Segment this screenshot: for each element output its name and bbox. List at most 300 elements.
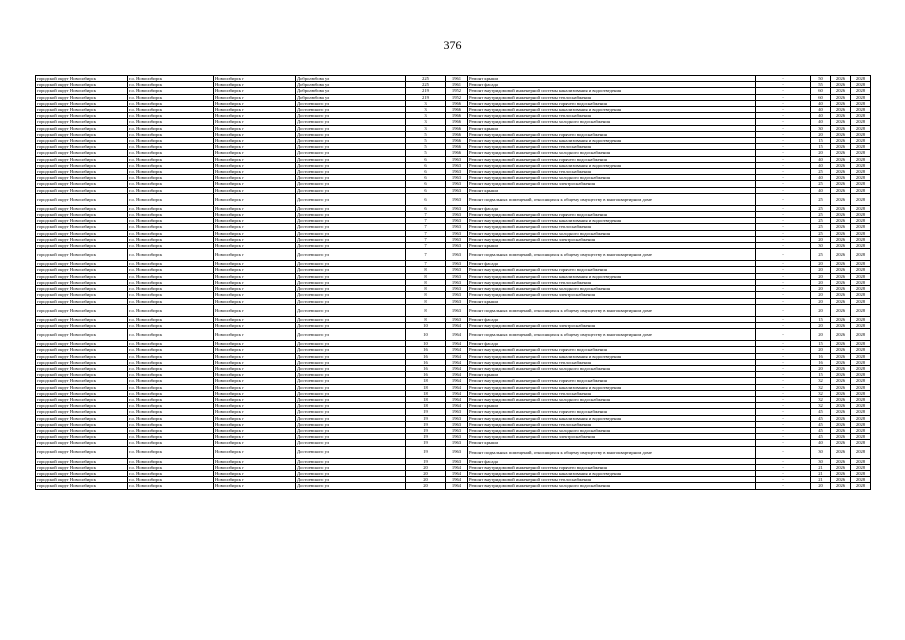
volume-cell: 21 (811, 477, 831, 483)
start-year-cell: 2026 (831, 298, 851, 304)
build-year-cell: 1963 (446, 261, 468, 267)
dash-cell: - (756, 279, 811, 285)
street-cell: Достоевского ул (296, 347, 406, 353)
city-cell: Новосибирск г (214, 181, 296, 187)
dash-cell: - (756, 113, 811, 119)
end-year-cell: 2028 (851, 421, 871, 427)
house-number-cell: 8 (406, 292, 446, 298)
house-number-cell: 16 (406, 347, 446, 353)
volume-cell: 32 (811, 390, 831, 396)
end-year-cell: 2028 (851, 427, 871, 433)
build-year-cell: 1963 (446, 304, 468, 316)
end-year-cell: 2028 (851, 193, 871, 205)
city-cell: Новосибирск г (214, 396, 296, 402)
dash-cell: - (756, 446, 811, 458)
district-cell: городской округ Новосибирск (36, 187, 128, 193)
volume-cell: 40 (811, 119, 831, 125)
build-year-cell: 1963 (446, 236, 468, 242)
build-year-cell: 1964 (446, 483, 468, 489)
district-cell: городской округ Новосибирск (36, 88, 128, 94)
street-cell: Достоевского ул (296, 218, 406, 224)
work-type-cell: Ремонт внутридомовой инженерной системы холодного водоснабжения (468, 396, 756, 402)
start-year-cell: 2026 (831, 261, 851, 267)
build-year-cell: 1964 (446, 477, 468, 483)
volume-cell: 40 (811, 156, 831, 162)
build-year-cell: 1963 (446, 267, 468, 273)
start-year-cell: 2026 (831, 286, 851, 292)
house-number-cell: 7 (406, 212, 446, 218)
work-type-cell: Ремонт внутридомовой инженерной системы канализования и водоотведения (468, 138, 756, 144)
street-cell: Достоевского ул (296, 427, 406, 433)
build-year-cell: 1963 (446, 249, 468, 261)
end-year-cell: 2028 (851, 267, 871, 273)
dash-cell: - (756, 458, 811, 464)
end-year-cell: 2028 (851, 316, 871, 322)
dash-cell: - (756, 316, 811, 322)
start-year-cell: 2026 (831, 434, 851, 440)
district-cell: городской округ Новосибирск (36, 76, 128, 82)
municipality-cell: г.о. Новосибирск (128, 131, 214, 137)
end-year-cell: 2028 (851, 107, 871, 113)
work-type-cell: Ремонт крыши (468, 403, 756, 409)
volume-cell: 15 (811, 138, 831, 144)
city-cell: Новосибирск г (214, 150, 296, 156)
district-cell: городской округ Новосибирск (36, 125, 128, 131)
dash-cell: - (756, 169, 811, 175)
city-cell: Новосибирск г (214, 193, 296, 205)
volume-cell: 15 (811, 341, 831, 347)
volume-cell: 20 (811, 131, 831, 137)
work-type-cell: Ремонт внутридомовой инженерной системы холодного водоснабжения (468, 150, 756, 156)
work-type-cell: Ремонт фасада (468, 261, 756, 267)
city-cell: Новосибирск г (214, 434, 296, 440)
city-cell: Новосибирск г (214, 236, 296, 242)
dash-cell: - (756, 378, 811, 384)
street-cell: Достоевского ул (296, 236, 406, 242)
end-year-cell: 2028 (851, 286, 871, 292)
work-type-cell: Ремонт внутридомовой инженерной системы электроснабжения (468, 236, 756, 242)
city-cell: Новосибирск г (214, 446, 296, 458)
house-number-cell: 19 (406, 440, 446, 446)
city-cell: Новосибирск г (214, 372, 296, 378)
street-cell: Достоевского ул (296, 175, 406, 181)
district-cell: городской округ Новосибирск (36, 279, 128, 285)
district-cell: городской округ Новосибирск (36, 113, 128, 119)
end-year-cell: 2028 (851, 236, 871, 242)
dash-cell: - (756, 415, 811, 421)
volume-cell: 32 (811, 396, 831, 402)
municipality-cell: г.о. Новосибирск (128, 464, 214, 470)
build-year-cell: 1966 (446, 100, 468, 106)
district-cell: городской округ Новосибирск (36, 169, 128, 175)
municipality-cell: г.о. Новосибирск (128, 113, 214, 119)
district-cell: городской округ Новосибирск (36, 304, 128, 316)
volume-cell: 60 (811, 94, 831, 100)
start-year-cell: 2026 (831, 409, 851, 415)
district-cell: городской округ Новосибирск (36, 421, 128, 427)
district-cell: городской округ Новосибирск (36, 403, 128, 409)
work-type-cell: Ремонт внутридомовой инженерной системы горячего водоснабжения (468, 100, 756, 106)
district-cell: городской округ Новосибирск (36, 144, 128, 150)
volume-cell: 16 (811, 359, 831, 365)
build-year-cell: 1963 (446, 279, 468, 285)
start-year-cell: 2026 (831, 378, 851, 384)
dash-cell: - (756, 261, 811, 267)
municipality-cell: г.о. Новосибирск (128, 470, 214, 476)
build-year-cell: 1963 (446, 446, 468, 458)
street-cell: Достоевского ул (296, 144, 406, 150)
dash-cell: - (756, 440, 811, 446)
municipality-cell: г.о. Новосибирск (128, 353, 214, 359)
volume-cell: 40 (811, 440, 831, 446)
house-number-cell: 6 (406, 193, 446, 205)
work-type-cell: Ремонт внутридомовой инженерной системы канализования и водоотведения (468, 107, 756, 113)
street-cell: Достоевского ул (296, 249, 406, 261)
district-cell: городской округ Новосибирск (36, 181, 128, 187)
volume-cell: 32 (811, 384, 831, 390)
municipality-cell: г.о. Новосибирск (128, 76, 214, 82)
work-type-cell: Ремонт внутридомовой инженерной системы канализования и водоотведения (468, 218, 756, 224)
street-cell: Достоевского ул (296, 107, 406, 113)
work-type-cell: Ремонт внутридомовой инженерной системы холодного водоснабжения (468, 483, 756, 489)
build-year-cell: 1961 (446, 82, 468, 88)
municipality-cell: г.о. Новосибирск (128, 421, 214, 427)
table-row (36, 329, 871, 341)
municipality-cell: г.о. Новосибирск (128, 378, 214, 384)
build-year-cell: 1964 (446, 384, 468, 390)
municipality-cell: г.о. Новосибирск (128, 267, 214, 273)
city-cell: Новосибирск г (214, 82, 296, 88)
work-type-cell: Ремонт внутридомовой инженерной системы горячего водоснабжения (468, 409, 756, 415)
dash-cell: - (756, 477, 811, 483)
build-year-cell: 1964 (446, 341, 468, 347)
city-cell: Новосибирск г (214, 347, 296, 353)
city-cell: Новосибирск г (214, 76, 296, 82)
city-cell: Новосибирск г (214, 107, 296, 113)
street-cell: Достоевского ул (296, 138, 406, 144)
page-number: 376 (443, 38, 462, 52)
start-year-cell: 2026 (831, 119, 851, 125)
dash-cell: - (756, 243, 811, 249)
city-cell: Новосибирск г (214, 212, 296, 218)
end-year-cell: 2028 (851, 322, 871, 328)
build-year-cell: 1961 (446, 76, 468, 82)
city-cell: Новосибирск г (214, 218, 296, 224)
house-number-cell: 8 (406, 298, 446, 304)
build-year-cell: 1963 (446, 224, 468, 230)
district-cell: городской округ Новосибирск (36, 341, 128, 347)
municipality-cell: г.о. Новосибирск (128, 88, 214, 94)
municipality-cell: г.о. Новосибирск (128, 138, 214, 144)
volume-cell: 30 (811, 458, 831, 464)
city-cell: Новосибирск г (214, 403, 296, 409)
district-cell: городской округ Новосибирск (36, 218, 128, 224)
house-number-cell: 20 (406, 477, 446, 483)
house-number-cell: 219 (406, 88, 446, 94)
house-number-cell: 20 (406, 464, 446, 470)
street-cell: Достоевского ул (296, 421, 406, 427)
work-type-cell: Ремонт внутридомовой инженерной системы электроснабжения (468, 322, 756, 328)
volume-cell: 40 (811, 100, 831, 106)
house-number-cell: 7 (406, 236, 446, 242)
district-cell: городской округ Новосибирск (36, 384, 128, 390)
municipality-cell: г.о. Новосибирск (128, 292, 214, 298)
house-number-cell: 5 (406, 144, 446, 150)
work-type-cell: Ремонт крыши (468, 440, 756, 446)
house-number-cell: 10 (406, 322, 446, 328)
end-year-cell: 2028 (851, 82, 871, 88)
volume-cell: 45 (811, 421, 831, 427)
district-cell: городской округ Новосибирск (36, 249, 128, 261)
build-year-cell: 1963 (446, 273, 468, 279)
municipality-cell: г.о. Новосибирск (128, 483, 214, 489)
street-cell: Добролюбова ул (296, 82, 406, 88)
district-cell: городской округ Новосибирск (36, 396, 128, 402)
start-year-cell: 2026 (831, 372, 851, 378)
municipality-cell: г.о. Новосибирск (128, 144, 214, 150)
dash-cell: - (756, 396, 811, 402)
street-cell: Достоевского ул (296, 365, 406, 371)
build-year-cell: 1963 (446, 440, 468, 446)
street-cell: Достоевского ул (296, 415, 406, 421)
build-year-cell: 1952 (446, 94, 468, 100)
build-year-cell: 1963 (446, 298, 468, 304)
volume-cell: 45 (811, 415, 831, 421)
volume-cell: 40 (811, 113, 831, 119)
end-year-cell: 2028 (851, 181, 871, 187)
volume-cell: 21 (811, 464, 831, 470)
dash-cell: - (756, 434, 811, 440)
street-cell: Достоевского ул (296, 322, 406, 328)
city-cell: Новосибирск г (214, 378, 296, 384)
street-cell: Достоевского ул (296, 372, 406, 378)
work-type-cell: Ремонт внутридомовой инженерной системы теплоснабжения (468, 113, 756, 119)
build-year-cell: 1966 (446, 138, 468, 144)
municipality-cell: г.о. Новосибирск (128, 390, 214, 396)
work-type-cell: Ремонт внутридомовой инженерной системы теплоснабжения (468, 359, 756, 365)
municipality-cell: г.о. Новосибирск (128, 322, 214, 328)
street-cell: Достоевского ул (296, 156, 406, 162)
house-number-cell: 10 (406, 341, 446, 347)
city-cell: Новосибирск г (214, 144, 296, 150)
dash-cell: - (756, 384, 811, 390)
volume-cell: 20 (811, 267, 831, 273)
municipality-cell: г.о. Новосибирск (128, 279, 214, 285)
municipality-cell: г.о. Новосибирск (128, 193, 214, 205)
table-row (36, 304, 871, 316)
build-year-cell: 1964 (446, 464, 468, 470)
build-year-cell: 1964 (446, 322, 468, 328)
city-cell: Новосибирск г (214, 138, 296, 144)
dash-cell: - (756, 107, 811, 113)
build-year-cell: 1963 (446, 156, 468, 162)
street-cell: Достоевского ул (296, 169, 406, 175)
volume-cell: 16 (811, 353, 831, 359)
start-year-cell: 2026 (831, 88, 851, 94)
table-row (36, 483, 871, 489)
house-number-cell: 8 (406, 279, 446, 285)
end-year-cell: 2028 (851, 409, 871, 415)
house-number-cell: 3 (406, 119, 446, 125)
end-year-cell: 2028 (851, 243, 871, 249)
district-cell: городской округ Новосибирск (36, 162, 128, 168)
build-year-cell: 1963 (446, 218, 468, 224)
volume-cell: 45 (811, 409, 831, 415)
dash-cell: - (756, 94, 811, 100)
house-number-cell: 8 (406, 267, 446, 273)
volume-cell: 25 (811, 181, 831, 187)
street-cell: Достоевского ул (296, 353, 406, 359)
end-year-cell: 2028 (851, 150, 871, 156)
dash-cell: - (756, 483, 811, 489)
city-cell: Новосибирск г (214, 292, 296, 298)
city-cell: Новосибирск г (214, 390, 296, 396)
house-number-cell: 16 (406, 372, 446, 378)
start-year-cell: 2026 (831, 76, 851, 82)
street-cell: Достоевского ул (296, 298, 406, 304)
end-year-cell: 2028 (851, 384, 871, 390)
dash-cell: - (756, 218, 811, 224)
street-cell: Достоевского ул (296, 359, 406, 365)
city-cell: Новосибирск г (214, 316, 296, 322)
build-year-cell: 1964 (446, 403, 468, 409)
district-cell: городской округ Новосибирск (36, 156, 128, 162)
dash-cell: - (756, 187, 811, 193)
work-type-cell: Ремонт крыши (468, 298, 756, 304)
build-year-cell: 1966 (446, 125, 468, 131)
start-year-cell: 2026 (831, 131, 851, 137)
end-year-cell: 2028 (851, 230, 871, 236)
city-cell: Новосибирск г (214, 175, 296, 181)
municipality-cell: г.о. Новосибирск (128, 261, 214, 267)
house-number-cell: 19 (406, 446, 446, 458)
end-year-cell: 2028 (851, 212, 871, 218)
work-type-cell: Ремонт подвальных помещений, относящихся к общему имуществу в многоквартирном доме (468, 249, 756, 261)
street-cell: Достоевского ул (296, 341, 406, 347)
work-type-cell: Ремонт внутридомовой инженерной системы канализования и водоотведения (468, 88, 756, 94)
district-cell: городской округ Новосибирск (36, 353, 128, 359)
end-year-cell: 2028 (851, 440, 871, 446)
street-cell: Достоевского ул (296, 193, 406, 205)
work-type-cell: Ремонт внутридомовой инженерной системы горячего водоснабжения (468, 378, 756, 384)
district-cell: городской округ Новосибирск (36, 100, 128, 106)
district-cell: городской округ Новосибирск (36, 483, 128, 489)
street-cell: Достоевского ул (296, 243, 406, 249)
volume-cell: 20 (811, 273, 831, 279)
start-year-cell: 2026 (831, 193, 851, 205)
house-number-cell: 18 (406, 390, 446, 396)
work-type-cell: Ремонт фасада (468, 82, 756, 88)
city-cell: Новосибирск г (214, 353, 296, 359)
start-year-cell: 2026 (831, 138, 851, 144)
district-cell: городской округ Новосибирск (36, 470, 128, 476)
build-year-cell: 1964 (446, 470, 468, 476)
start-year-cell: 2026 (831, 292, 851, 298)
work-type-cell: Ремонт внутридомовой инженерной системы канализования и водоотведения (468, 384, 756, 390)
street-cell: Достоевского ул (296, 470, 406, 476)
build-year-cell: 1963 (446, 169, 468, 175)
house-number-cell: 16 (406, 353, 446, 359)
start-year-cell: 2026 (831, 175, 851, 181)
district-cell: городской округ Новосибирск (36, 329, 128, 341)
street-cell: Достоевского ул (296, 483, 406, 489)
end-year-cell: 2028 (851, 341, 871, 347)
end-year-cell: 2028 (851, 131, 871, 137)
volume-cell: 40 (811, 162, 831, 168)
dash-cell: - (756, 175, 811, 181)
dash-cell: - (756, 162, 811, 168)
city-cell: Новосибирск г (214, 187, 296, 193)
district-cell: городской округ Новосибирск (36, 212, 128, 218)
district-cell: городской округ Новосибирск (36, 119, 128, 125)
dash-cell: - (756, 125, 811, 131)
volume-cell: 40 (811, 107, 831, 113)
house-number-cell: 19 (406, 409, 446, 415)
start-year-cell: 2026 (831, 464, 851, 470)
street-cell: Достоевского ул (296, 187, 406, 193)
house-number-cell: 6 (406, 205, 446, 211)
dash-cell: - (756, 372, 811, 378)
street-cell: Достоевского ул (296, 230, 406, 236)
municipality-cell: г.о. Новосибирск (128, 446, 214, 458)
start-year-cell: 2026 (831, 446, 851, 458)
end-year-cell: 2028 (851, 477, 871, 483)
end-year-cell: 2028 (851, 175, 871, 181)
work-type-cell: Ремонт фасада (468, 205, 756, 211)
work-type-cell: Ремонт крыши (468, 243, 756, 249)
street-cell: Достоевского ул (296, 390, 406, 396)
house-number-cell: 8 (406, 316, 446, 322)
end-year-cell: 2028 (851, 273, 871, 279)
municipality-cell: г.о. Новосибирск (128, 286, 214, 292)
district-cell: городской округ Новосибирск (36, 316, 128, 322)
end-year-cell: 2028 (851, 415, 871, 421)
work-type-cell: Ремонт внутридомовой инженерной системы канализования и водоотведения (468, 415, 756, 421)
city-cell: Новосибирск г (214, 205, 296, 211)
end-year-cell: 2028 (851, 119, 871, 125)
city-cell: Новосибирск г (214, 384, 296, 390)
house-number-cell: 18 (406, 403, 446, 409)
start-year-cell: 2026 (831, 162, 851, 168)
end-year-cell: 2028 (851, 378, 871, 384)
municipality-cell: г.о. Новосибирск (128, 298, 214, 304)
house-number-cell: 6 (406, 156, 446, 162)
district-cell: городской округ Новосибирск (36, 243, 128, 249)
house-number-cell: 8 (406, 286, 446, 292)
build-year-cell: 1966 (446, 150, 468, 156)
street-cell: Достоевского ул (296, 477, 406, 483)
start-year-cell: 2026 (831, 273, 851, 279)
start-year-cell: 2026 (831, 347, 851, 353)
district-cell: городской округ Новосибирск (36, 175, 128, 181)
district-cell: городской округ Новосибирск (36, 138, 128, 144)
street-cell: Достоевского ул (296, 273, 406, 279)
street-cell: Достоевского ул (296, 434, 406, 440)
volume-cell: 20 (811, 286, 831, 292)
street-cell: Достоевского ул (296, 205, 406, 211)
work-type-cell: Ремонт крыши (468, 125, 756, 131)
district-cell: городской округ Новосибирск (36, 359, 128, 365)
municipality-cell: г.о. Новосибирск (128, 162, 214, 168)
municipality-cell: г.о. Новосибирск (128, 218, 214, 224)
city-cell: Новосибирск г (214, 415, 296, 421)
house-number-cell: 6 (406, 187, 446, 193)
house-number-cell: 3 (406, 125, 446, 131)
city-cell: Новосибирск г (214, 298, 296, 304)
build-year-cell: 1964 (446, 372, 468, 378)
house-number-cell: 16 (406, 359, 446, 365)
street-cell: Достоевского ул (296, 292, 406, 298)
